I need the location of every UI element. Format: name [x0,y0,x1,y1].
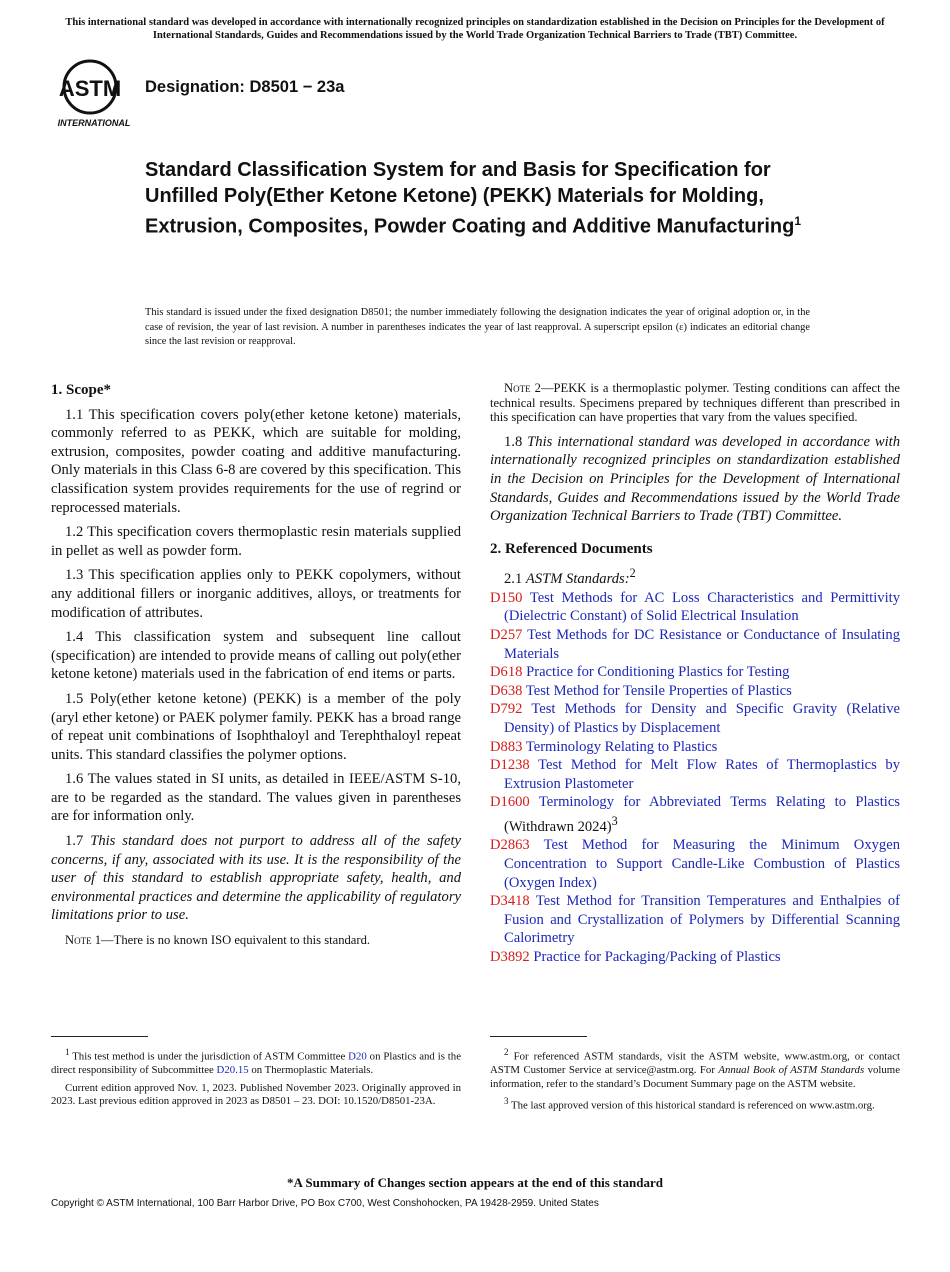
footnote-rule-right [490,1036,587,1037]
reference-title-link[interactable]: Terminology for Abbreviated Terms Relating to Plastics [538,794,900,811]
reference-title-link[interactable]: Test Method for Transition Temperatures and Enthalpies of Fusion and Crystallization of Polymers by Differential Scanning Calorimetry [504,893,900,947]
footnote-1-text-b: on Plastics and is the direct responsibility of Subcommittee [51,1050,461,1077]
footnote-2-num: 2 [504,1047,509,1057]
designation: Designation: D8501 − 23a [145,78,345,96]
copyright: Copyright © ASTM International, 100 Barr Harbor Drive, PO Box C700, West Conshohocken, PA 19428-2959. United States [51,1198,599,1209]
para-2-1-footnote-ref: 2 [629,566,636,581]
footnotes-left [51,1046,461,1113]
reference-footnote-ref: 3 [611,813,618,828]
para-1-8 [490,433,900,526]
footnote-3 [490,1095,900,1113]
para-1-1: 1.1 This specification covers poly(ether ketone ketone) materials, commonly referred to as PEKK, which are suitable for molding, extrusion, composites, powder coating and additive manufacturing. Only materials in this Class 6-8 are covered by this specification. This classification system provides requirements for the use of regrind or reprocessed materials. [51,406,461,516]
committee-d20-link[interactable]: D20 [348,1050,367,1063]
referenced-standards-list [490,589,900,967]
para-1-5: 1.5 Poly(ether ketone ketone) (PEKK) is a member of the poly (aryl ether ketone) or PAEK polymer family. PEKK has a broad range of repeat unit combinations of Isophthaloyl and Terephthaloyl repeat units. This standard classifies the polymer options. [51,690,461,763]
reference-title-link[interactable]: Test Methods for DC Resistance or Conductance of Insulating Materials [504,626,900,662]
para-2-1-num: 2.1 [504,571,523,588]
para-2-1-label: ASTM Standards: [525,571,630,588]
title-line-1: Standard Classification System for and Basis for Specification for [145,159,771,181]
para-1-8-text: This international standard was developed in accordance with internationally recognized principles on standardization established in the Decision on Principles for the Development of International Standards, Guides and Recommendations issued by the World Trade Organization Technical Barriers to Trade (TBT) Committee. [490,433,901,525]
note-2-text: —PEKK is a thermoplastic polymer. Testing conditions can affect the technical results. Specimens prepared by techniques different than prescribed in this specification can have properties that vary from the values specified. [490,381,900,425]
footnote-3-text: The last approved version of this historical standard is referenced on www.astm.org. [511,1099,875,1112]
reference-item-d1238 [490,756,900,793]
para-1-3: 1.3 This specification applies only to PEKK copolymers, without any additional fillers or inorganic additives, alloys, or treatments for modification of attributes. [51,567,461,621]
reference-title-link[interactable]: Test Method for Melt Flow Rates of Thermoplastics by Extrusion Plastometer [504,757,900,792]
reference-item-d883 [490,738,900,757]
note-1 [51,933,461,948]
reference-title-link[interactable]: Test Method for Measuring the Minimum Oxygen Concentration to Support Candle-Like Combustion of Plastics (Oxygen Index) [504,837,900,891]
reference-item-d257 [490,626,900,663]
issued-note: This standard is issued under the fixed designation D8501; the number immediately following the designation indicates the year of original adoption or, in the case of revision, the year of last revision. A number in parentheses indicates the year of last reapproval. A superscript epsilon (ε) indicates an editorial change since the last revision or reapproval. [145,307,810,348]
reference-code-link[interactable]: D792 [490,701,523,718]
title-line-2-text: Unfilled Poly(Ether Ketone Ketone) (PEKK) Materials for Molding, Extrusion, Composites, Powder Coating and Additive Manufacturing [145,184,795,238]
note-2 [490,381,900,425]
reference-code-link[interactable]: D2863 [490,837,530,854]
reference-code-link[interactable]: D1600 [490,794,530,811]
para-1-7 [51,832,461,925]
footnote-rule-left [51,1036,148,1037]
reference-item-d792 [490,700,900,737]
footnote-1-text-a: This test method is under the jurisdiction of ASTM Committee [72,1050,346,1063]
footnote-1-edition: Current edition approved Nov. 1, 2023. Published November 2023. Originally approved in 2023. Last previous edition approved in 2023 as D8501 – 23. DOI: 10.1520/D8501-23A. [51,1081,461,1108]
reference-title-link[interactable]: Test Method for Tensile Properties of Plastics [525,682,792,699]
para-1-6: 1.6 The values stated in SI units, as detailed in IEEE/ASTM S-10, are to be regarded as the standard. The values given in parentheses are for information only. [51,771,461,825]
note-2-label: Note 2 [504,381,541,395]
reference-code-link[interactable]: D638 [490,682,523,699]
reference-title-link[interactable]: Practice for Conditioning Plastics for Testing [526,664,790,681]
footnote-2 [490,1046,900,1091]
reference-item-d618 [490,663,900,682]
title-footnote-ref: 1 [794,214,801,228]
reference-item-d150 [490,589,900,626]
reference-code-link[interactable]: D883 [490,738,523,755]
para-1-7-text: This standard does not purport to address all of the safety concerns, if any, associated with its use. It is the responsibility of the user of this standard to establish appropriate safety, health, and environmental practices and determine the applicability of regulatory limitations prior to use. [51,833,461,924]
reference-suffix: (Withdrawn 2024) [504,818,612,835]
reference-code-link[interactable]: D150 [490,589,523,606]
astm-logo-mark-icon [54,61,134,129]
reference-item-d3418 [490,892,900,948]
reference-title-link[interactable]: Terminology Relating to Plastics [525,738,718,755]
footnote-2-text-b: volume information, refer to the standard’s Document Summary page on the ASTM website. [490,1064,900,1090]
reference-code-link[interactable]: D618 [490,664,523,681]
standard-title [145,158,805,240]
title-line-2 [145,184,805,241]
scope-heading: 1. Scope* [51,382,111,398]
astm-logo-text: ASTM [58,76,122,101]
note-1-text: —There is no known ISO equivalent to this standard. [101,933,371,948]
reference-item-d1600 [490,793,900,836]
reference-code-link[interactable]: D3892 [490,948,530,965]
reference-code-link[interactable]: D1238 [490,757,530,774]
footnote-1 [51,1046,461,1078]
top-compliance-note: This international standard was developed in accordance with internationally recognized principles on standardization established in the Decision on Principles for the Development of International Standards, Guides and Recommendations issued by the World Trade Organization Technical Barriers to Trade (TBT) Committee. [65,17,885,41]
right-column [490,381,900,967]
summary-of-changes-note: *A Summary of Changes section appears at the end of this standard [287,1175,663,1190]
reference-title-link[interactable]: Test Methods for Density and Specific Gravity (Relative Density) of Plastics by Displacement [504,701,901,736]
subcommittee-d20-15-link[interactable]: D20.15 [216,1064,249,1077]
left-column [51,381,461,956]
para-1-8-num: 1.8 [504,433,523,450]
footnote-2-ital: Annual Book of ASTM Standards [718,1064,865,1077]
reference-item-d2863 [490,836,900,892]
reference-title-link[interactable]: Practice for Packaging/Packing of Plastics [533,948,781,965]
reference-code-link[interactable]: D257 [490,626,523,643]
reference-item-d3892 [490,948,900,967]
astm-logo [52,56,136,132]
footnote-3-num: 3 [504,1096,509,1107]
footnote-1-text-c: on Thermoplastic Materials. [251,1064,374,1077]
footnotes-right [490,1046,900,1118]
note-1-label: Note 1 [65,933,102,948]
reference-title-link[interactable]: Test Methods for AC Loss Characteristics and Permittivity (Dielectric Constant) of Solid Electrical Insulation [504,589,900,625]
para-1-2: 1.2 This specification covers thermoplastic resin materials supplied in pellet as well as powder form. [51,524,461,559]
reference-code-link[interactable]: D3418 [490,893,530,910]
referenced-docs-heading: 2. Referenced Documents [490,540,653,557]
footnote-1-num: 1 [65,1047,70,1057]
para-2-1 [490,564,900,588]
para-1-4: 1.4 This classification system and subsequent line callout (specification) are intended to provide means of calling out poly(ether ketone ketone) materials used in the fabrication of end items or parts. [51,629,461,683]
reference-item-d638 [490,682,900,701]
astm-logo-subtext: INTERNATIONAL [57,118,131,128]
footnote-2-text-a: For referenced ASTM standards, visit the ASTM website, www.astm.org, or contact ASTM Customer Service at service@astm.org. For [490,1050,900,1077]
para-1-7-num: 1.7 [65,833,84,850]
